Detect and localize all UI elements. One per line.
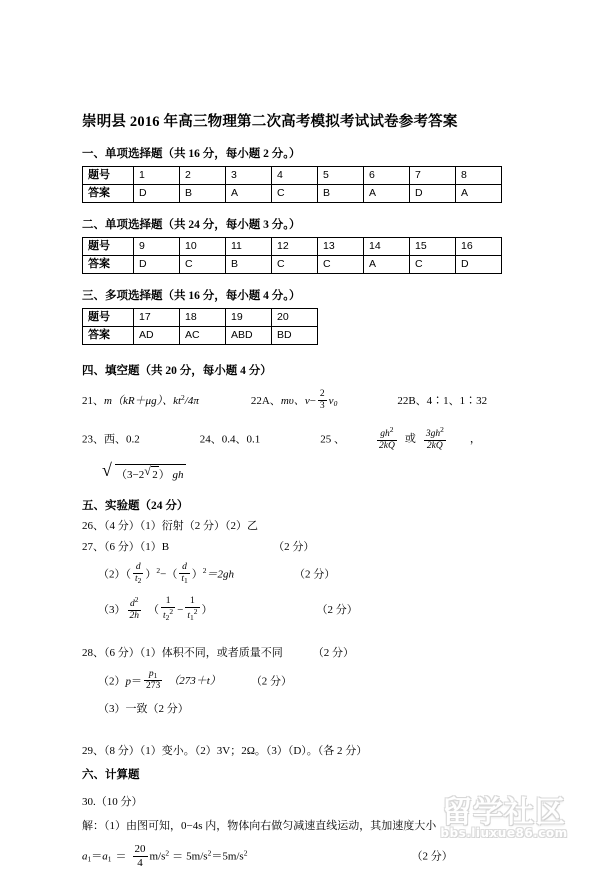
table-cell: 15	[410, 238, 456, 256]
table-row	[83, 167, 502, 185]
fraction-numerator	[144, 669, 162, 682]
table-cell: 16	[456, 238, 502, 256]
item-27-p2-close2: ）	[191, 568, 203, 581]
item-22b-label: 22B、	[397, 394, 427, 407]
item-22a-minus: −	[309, 394, 316, 407]
answer-item-27-line3	[82, 597, 522, 624]
table-cell: A	[456, 185, 502, 203]
table-cell: A	[364, 185, 410, 203]
item-24-value: 0.4、0.1	[221, 433, 261, 446]
table-cell: 1	[134, 167, 180, 185]
section-3-heading: 三、多项选择题（共 16 分，每小题 4 分。）	[82, 290, 301, 302]
item-22a-v: v	[304, 394, 310, 407]
row-label-answer: 答案	[83, 327, 134, 345]
answer-item-27-line2	[82, 563, 522, 586]
item-22a-v0: v	[328, 394, 334, 407]
table-cell: 6	[364, 167, 410, 185]
table-cell: D	[456, 256, 502, 274]
eq-equals-2: ＝	[115, 850, 127, 863]
section-2-heading: 二、单项选择题（共 24 分，每小题 3 分。）	[82, 219, 301, 231]
eq-fraction	[133, 843, 148, 869]
table-cell: B	[226, 256, 272, 274]
item-21-expr-2-tail: /4π	[184, 394, 199, 407]
table-row	[83, 185, 502, 203]
table-cell: D	[410, 185, 456, 203]
eq-equals-3: ＝	[172, 850, 184, 863]
fraction-den-text: t	[181, 574, 184, 585]
fraction-num-text: 3gh	[425, 428, 441, 439]
item-23-label: 23、	[82, 433, 104, 446]
fraction-den-text: t	[135, 574, 138, 585]
eq-a2: a	[102, 850, 108, 863]
row-label-number: 题号	[83, 238, 134, 256]
item-27-score-1: （2 分）	[273, 540, 315, 553]
item-24-label: 24、	[199, 433, 222, 446]
answer-item-25-radical	[82, 459, 522, 484]
radical-close: ）	[158, 468, 170, 481]
table-row	[83, 309, 318, 327]
answer-table-section-2	[82, 237, 502, 274]
section-4-heading: 四、填空题（共 20 分，每小题 4 分）	[82, 365, 272, 377]
item-21-label: 21、	[82, 394, 104, 407]
fraction-num-sup: 2	[440, 424, 444, 434]
fraction-denominator: 3	[319, 400, 325, 411]
item-27-p2-open: （2）（	[98, 568, 131, 581]
item-25-fraction-2	[424, 426, 446, 452]
table-cell: C	[272, 185, 318, 203]
fraction-den-sub: 1	[184, 576, 188, 586]
watermark-title: 留学社区	[442, 794, 566, 830]
fraction-num-sub: 1	[153, 670, 158, 680]
answer-item-28-line1	[82, 645, 522, 662]
table-cell: A	[364, 256, 410, 274]
inner-radical-sign: √	[144, 463, 151, 478]
section-6-heading: 六、计算题	[82, 769, 140, 782]
item-27-fraction-3	[128, 596, 142, 622]
fraction-denominator: 2kQ	[379, 440, 395, 451]
item-28-eq: ＝	[131, 675, 142, 688]
fraction-num-text: gh	[380, 428, 390, 439]
fraction-denominator: 2h	[129, 611, 139, 622]
item-27-p3-paren-close: ）	[201, 603, 213, 616]
item-27-p2-open2: （	[166, 568, 178, 581]
eq-unit-1-sup: 2	[165, 848, 170, 858]
table-cell: 2	[180, 167, 226, 185]
table-row	[83, 256, 502, 274]
answer-table-section-1	[82, 166, 502, 203]
row-label-answer: 答案	[83, 185, 134, 203]
table-cell: 19	[226, 309, 272, 327]
item-25-comma: ，	[469, 433, 481, 446]
table-cell: 4	[272, 167, 318, 185]
answer-item-30-equation	[82, 844, 522, 870]
item-27-p3-minus: −	[177, 603, 184, 616]
item-27-p2-mid: ）	[145, 568, 157, 581]
answer-item-21-22	[82, 390, 522, 413]
fraction-num-sup: 2	[134, 595, 139, 605]
fraction-numerator: 1	[185, 596, 199, 608]
fraction-den-text: t	[187, 610, 190, 621]
item-27-p3-paren-open: （	[148, 603, 159, 616]
table-cell: 7	[410, 167, 456, 185]
eq-mid-sup: 2	[207, 848, 212, 858]
fraction-numerator: 20	[134, 843, 146, 856]
item-27-score-3: （2 分）	[316, 603, 358, 616]
fraction-denominator	[133, 574, 143, 586]
fraction-den-text: t	[163, 610, 166, 621]
table-cell: C	[318, 256, 364, 274]
row-label-answer: 答案	[83, 256, 134, 274]
inner-sqrt	[144, 463, 159, 484]
item-28-score-2: （2 分）	[250, 675, 293, 688]
eq-final: 5m/s	[222, 850, 244, 863]
fraction-den-sub: 2	[165, 612, 170, 622]
item-27-p2-sup: 2	[156, 566, 161, 576]
item-27-p3-open: （3）	[98, 603, 126, 616]
item-28-p: p	[125, 675, 131, 688]
table-cell: 17	[134, 309, 180, 327]
fraction-numerator	[424, 426, 446, 441]
radical-sign: √	[102, 459, 112, 480]
item-25-fraction-1	[377, 426, 397, 452]
table-cell: 8	[456, 167, 502, 185]
item-22a-v0-sub: 0	[333, 398, 338, 408]
item-23-value: 西、0.2	[104, 433, 140, 446]
eq-mid: 5m/s	[186, 850, 208, 863]
table-cell: D	[134, 256, 180, 274]
fraction-denominator: 4	[137, 856, 143, 869]
fraction-num-text: d	[130, 599, 135, 610]
eq-a1: a	[82, 850, 88, 863]
fraction-den-sub: 2	[137, 576, 142, 586]
item-30-score: （2 分）	[411, 850, 453, 863]
fraction-numerator: 2	[319, 389, 325, 399]
item-21-expr-2: kt	[173, 394, 182, 407]
eq-a1-sub: 1	[87, 854, 92, 864]
fraction-denominator: 2kQ	[426, 440, 443, 451]
radical-tail: gh	[172, 468, 184, 481]
table-cell: AC	[180, 327, 226, 345]
answer-item-23-24-25	[82, 424, 522, 453]
item-27-p2-eq: ＝2gh	[206, 568, 234, 581]
item-28-p2-open: （2）	[98, 675, 126, 688]
table-cell: AD	[134, 327, 180, 345]
watermark	[414, 794, 594, 841]
table-cell: D	[134, 185, 180, 203]
item-28-tail: （273＋t）	[168, 675, 221, 688]
answer-item-28-line2	[82, 670, 522, 693]
table-cell: 5	[318, 167, 364, 185]
table-cell: B	[180, 185, 226, 203]
item-22a-fraction	[318, 389, 327, 412]
fraction-numerator: d	[179, 562, 189, 574]
watermark-url: bbs.liuxue86.com	[440, 826, 568, 840]
table-cell: C	[410, 256, 456, 274]
item-22a-label: 22A、	[250, 394, 281, 407]
item-27-label: 27、（6 分）（1）B	[82, 540, 170, 553]
item-21-expr-2-sup: 2	[181, 392, 185, 402]
item-22b-value: 4∶1、1∶32	[426, 394, 488, 407]
answer-item-30-solution: 解：（1）由图可知，0−4s 内，物体向右做匀减速直线运动，其加速度大小	[82, 819, 437, 832]
table-cell: B	[318, 185, 364, 203]
fraction-den-sub: 1	[190, 612, 194, 622]
fraction-den-sup: 2	[193, 606, 198, 616]
fraction-numerator: d	[133, 562, 143, 574]
radical-expression	[102, 459, 186, 484]
answer-table-section-3	[82, 308, 318, 345]
table-cell: 12	[272, 238, 318, 256]
answer-item-27-line1	[82, 539, 522, 556]
fraction-numerator: 1	[161, 596, 175, 608]
table-cell: BD	[272, 327, 318, 345]
item-27-p2-minus: −	[160, 568, 167, 581]
answer-item-29: 29、（8 分）（1）变小。（2）3V；2Ω。（3）（D）。（各 2 分）	[82, 744, 368, 757]
table-cell: 18	[180, 309, 226, 327]
item-27-score-2: （2 分）	[294, 568, 336, 581]
eq-a2-sub: 1	[107, 854, 112, 864]
fraction-denominator	[185, 608, 199, 623]
item-28-text: 28、（6 分）（1）体积不同，或者质量不同	[82, 647, 283, 660]
item-28-score-1: （2 分）	[312, 647, 354, 660]
table-cell: A	[226, 185, 272, 203]
answer-item-26: 26、（4 分）（1）衍射（2 分）（2）乙	[82, 520, 258, 533]
answer-item-28-line3: （3）一致（2 分）	[98, 703, 189, 716]
row-label-number: 题号	[83, 167, 134, 185]
table-cell: C	[180, 256, 226, 274]
item-27-p2-sup2: 2	[202, 566, 207, 576]
fraction-den-sup: 2	[169, 606, 174, 616]
fraction-numerator	[128, 596, 142, 611]
answer-item-30-label: 30.（10 分）	[82, 796, 143, 809]
table-cell: 10	[180, 238, 226, 256]
item-21-expr-1: m（kR＋μg）、	[104, 394, 174, 407]
table-cell: 14	[364, 238, 410, 256]
fraction-numerator	[377, 426, 397, 441]
table-cell: 20	[272, 309, 318, 327]
item-25-label: 25 、	[320, 433, 345, 446]
item-27-fraction-5	[185, 596, 199, 623]
radical-body	[115, 464, 186, 484]
item-27-fraction-1	[133, 562, 143, 585]
fraction-num-sup: 2	[389, 424, 394, 434]
fraction-denominator	[161, 608, 175, 623]
table-cell: 11	[226, 238, 272, 256]
inner-radical-body: 2	[151, 466, 159, 484]
document-content	[82, 110, 522, 877]
table-cell: C	[272, 256, 318, 274]
section-5-heading: 五、实验题（24 分）	[82, 500, 189, 513]
item-22a-expr-1: mυ、	[280, 394, 305, 407]
row-label-number: 题号	[83, 309, 134, 327]
table-row	[83, 327, 318, 345]
item-28-fraction	[144, 669, 162, 692]
table-cell: 13	[318, 238, 364, 256]
fraction-num-text: p	[148, 668, 154, 679]
eq-final-sup: 2	[243, 848, 248, 858]
eq-unit-1: m/s	[149, 850, 166, 863]
table-cell: ABD	[226, 327, 272, 345]
table-cell: 9	[134, 238, 180, 256]
fraction-denominator: 273	[146, 681, 161, 692]
item-27-fraction-4	[161, 596, 175, 623]
page-title: 崇明县 2016 年高三物理第二次高考模拟考试试卷参考答案	[82, 114, 458, 130]
item-25-or: 或	[404, 433, 416, 446]
item-27-fraction-2	[179, 562, 189, 585]
table-cell: 3	[226, 167, 272, 185]
eq-equals-1: ＝	[91, 850, 103, 863]
section-1-heading: 一、单项选择题（共 16 分，每小题 2 分。）	[82, 148, 301, 160]
table-row	[83, 238, 502, 256]
radical-open: （3−2	[116, 468, 145, 481]
eq-equals-4: ＝	[211, 850, 223, 863]
fraction-denominator	[179, 574, 189, 586]
